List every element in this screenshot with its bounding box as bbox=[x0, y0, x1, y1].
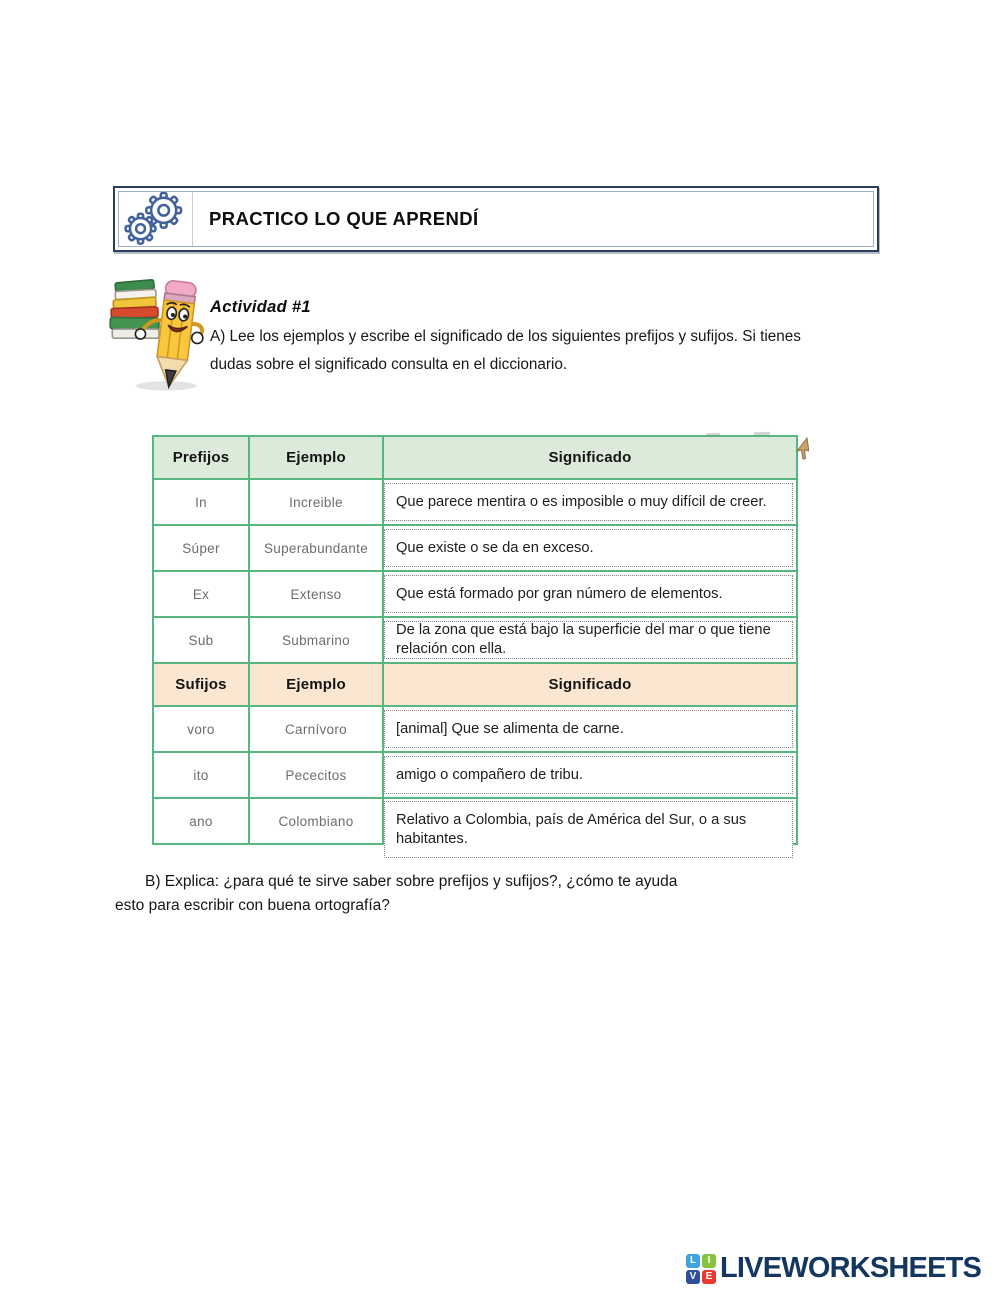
meaning-answer-box[interactable]: De la zona que está bajo la superficie del mar o que tiene relación con ella. bbox=[384, 621, 793, 659]
suffix-header-col3: Significado bbox=[383, 663, 797, 706]
example-cell: Carnívoro bbox=[249, 706, 383, 752]
table-row bbox=[153, 706, 797, 752]
suffix-header-col1: Sufijos bbox=[153, 663, 249, 706]
table-row bbox=[153, 479, 797, 525]
pencil-books-illustration bbox=[102, 263, 218, 393]
table-row bbox=[153, 571, 797, 617]
meaning-answer-box[interactable]: Relativo a Colombia, país de América del Sur, o a sus habitantes. bbox=[384, 801, 793, 858]
prefix-header-col3: Significado bbox=[383, 436, 797, 479]
table-row bbox=[153, 525, 797, 571]
example-cell: Extenso bbox=[249, 571, 383, 617]
affix-cell: ano bbox=[153, 798, 249, 844]
meaning-answer-box[interactable]: Que parece mentira o es imposible o muy difícil de creer. bbox=[384, 483, 793, 521]
meaning-answer-box[interactable]: Que existe o se da en exceso. bbox=[384, 529, 793, 567]
scan-smudge bbox=[706, 433, 720, 436]
table-row bbox=[153, 617, 797, 663]
meaning-answer-box[interactable]: amigo o compañero de tribu. bbox=[384, 756, 793, 794]
logo-tile: V bbox=[686, 1270, 700, 1284]
logo-tile: L bbox=[686, 1254, 700, 1268]
question-b bbox=[115, 870, 780, 918]
example-cell: Increible bbox=[249, 479, 383, 525]
logo-text: LIVEWORKSHEETS bbox=[720, 1252, 982, 1284]
liveworksheets-logo[interactable] bbox=[686, 1252, 981, 1285]
example-cell: Superabundante bbox=[249, 525, 383, 571]
affix-cell: Súper bbox=[153, 525, 249, 571]
prefix-header-col2: Ejemplo bbox=[249, 436, 383, 479]
question-b-line2: esto para escribir con buena ortografía? bbox=[115, 897, 390, 914]
affix-table bbox=[152, 435, 798, 845]
prefix-header-row bbox=[153, 436, 797, 479]
example-cell: Submarino bbox=[249, 617, 383, 663]
page-title: PRACTICO LO QUE APRENDÍ bbox=[209, 208, 479, 229]
meaning-answer-box[interactable]: Que está formado por gran número de elementos. bbox=[384, 575, 793, 613]
example-cell: Pececitos bbox=[249, 752, 383, 798]
scan-smudge bbox=[754, 432, 770, 435]
header-banner bbox=[113, 186, 879, 252]
logo-tile: E bbox=[702, 1270, 716, 1284]
affix-cell: ito bbox=[153, 752, 249, 798]
prefix-header-col1: Prefijos bbox=[153, 436, 249, 479]
affix-cell: Ex bbox=[153, 571, 249, 617]
logo-tile: I bbox=[702, 1254, 716, 1268]
example-cell: Colombiano bbox=[249, 798, 383, 844]
instruction-a bbox=[210, 323, 875, 379]
suffix-header-row bbox=[153, 663, 797, 706]
question-b-line1: B) Explica: ¿para qué te sirve saber sobre prefijos y sufijos?, ¿cómo te ayuda bbox=[145, 873, 678, 890]
instruction-a-line1: A) Lee los ejemplos y escribe el significado de los siguientes prefijos y sufijos. Si tienes bbox=[210, 328, 801, 345]
instruction-a-line2: dudas sobre el significado consulta en el diccionario. bbox=[210, 356, 568, 373]
affix-cell: In bbox=[153, 479, 249, 525]
gears-icon bbox=[124, 192, 193, 246]
table-row bbox=[153, 752, 797, 798]
cursor-icon bbox=[794, 437, 809, 466]
suffix-header-col2: Ejemplo bbox=[249, 663, 383, 706]
meaning-answer-box[interactable]: [animal] Que se alimenta de carne. bbox=[384, 710, 793, 748]
affix-cell: Sub bbox=[153, 617, 249, 663]
table-row bbox=[153, 798, 797, 844]
liveworksheets-logo-icon bbox=[686, 1254, 716, 1284]
affix-cell: voro bbox=[153, 706, 249, 752]
activity-title: Actividad #1 bbox=[210, 298, 311, 316]
